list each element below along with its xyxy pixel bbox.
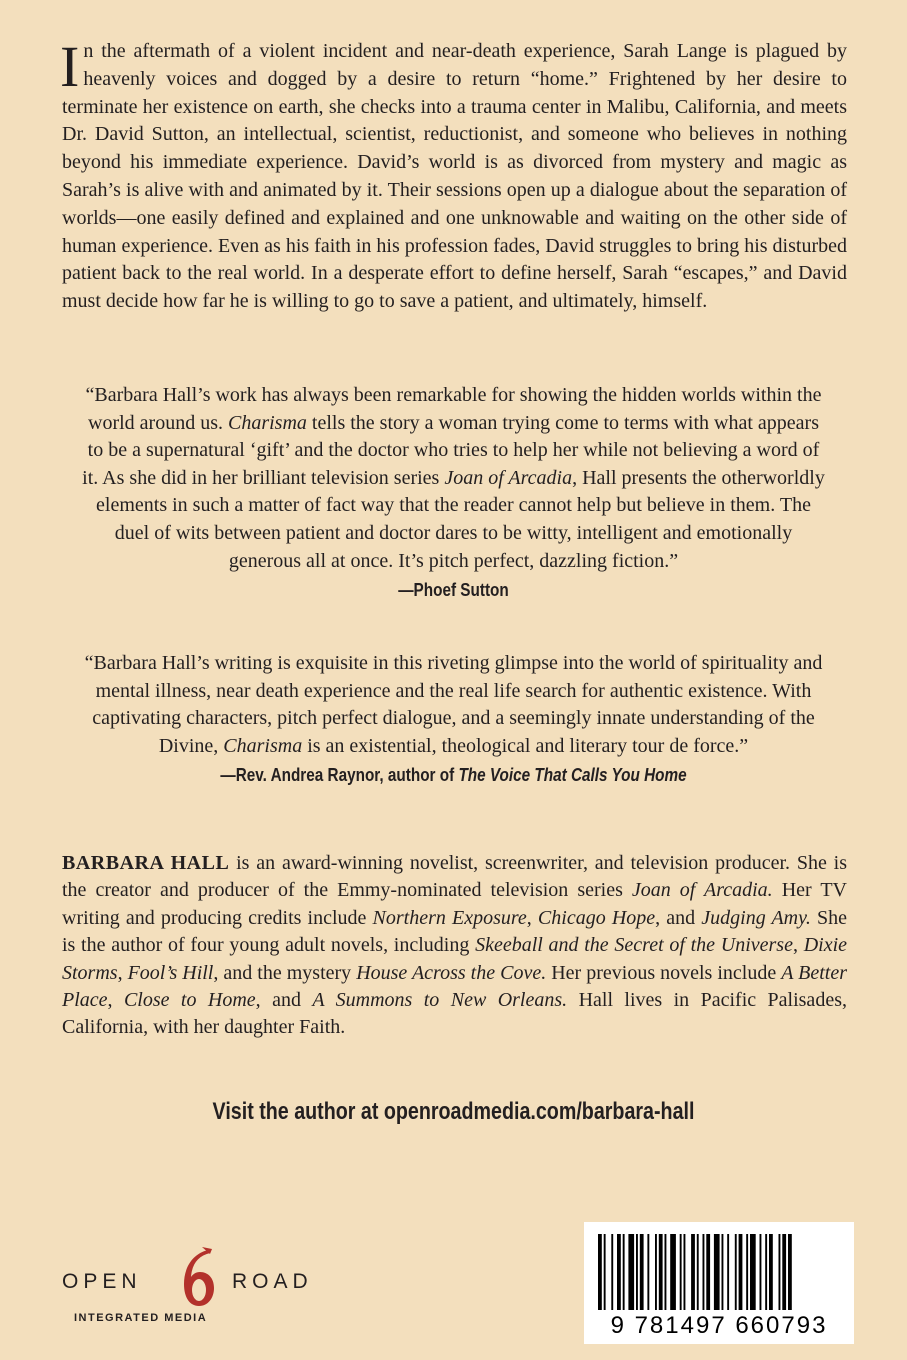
bio-text: , and	[255, 989, 313, 1012]
bio-text: Hall lives in Pacific Palisades, California, with her daughter Faith.	[62, 989, 847, 1039]
barcode-bar	[735, 1234, 737, 1310]
bio-text: ,	[792, 934, 804, 957]
barcode-bars	[598, 1234, 840, 1310]
barcode-bar	[714, 1234, 720, 1310]
barcode-bar	[765, 1234, 767, 1310]
barcode-bar	[760, 1234, 762, 1310]
drop-cap: I	[60, 34, 80, 99]
barcode-bar	[611, 1234, 613, 1310]
bio-title: Fool’s Hill	[127, 961, 214, 984]
barcode-bar	[691, 1234, 695, 1310]
barcode-bar	[628, 1234, 634, 1310]
attribution-book-title: The Voice That Calls You Home	[458, 765, 687, 786]
barcode-bar	[598, 1234, 602, 1310]
barcode-bar	[636, 1234, 638, 1310]
publisher-word-open: OPEN	[62, 1270, 142, 1293]
quote-attribution: —Phoef Sutton	[398, 580, 509, 601]
quote-attribution	[136, 760, 771, 790]
series-title: Joan of Arcadia	[444, 466, 573, 489]
review-quote-2	[80, 650, 827, 790]
description-blurb	[60, 34, 847, 316]
attribution-name: —Rev. Andrea Raynor, author of	[220, 765, 459, 786]
book-title: Charisma	[223, 734, 303, 757]
bio-title: Close to Home	[123, 989, 256, 1012]
barcode-bar	[647, 1234, 649, 1310]
barcode-bar	[750, 1234, 756, 1310]
barcode-bar	[670, 1234, 676, 1310]
barcode	[584, 1222, 854, 1344]
bio-text: ,	[107, 989, 124, 1012]
bio-text: , and	[655, 906, 702, 929]
publisher-word-road: ROAD	[232, 1270, 313, 1293]
quote-text: is an existential, theological and literary tour de force.”	[302, 734, 749, 757]
bio-title: House Across the Cove.	[356, 961, 547, 984]
quote-text: “Barbara Hall’s work has always been remarkable for showing the hidden worlds within the world around us.	[85, 384, 822, 434]
bio-title: A Summons to New Orleans.	[312, 989, 568, 1012]
bio-title: Chicago Hope	[537, 906, 656, 929]
barcode-bar	[697, 1234, 699, 1310]
bio-text: , and the mystery	[213, 961, 357, 984]
barcode-bar	[782, 1234, 786, 1310]
quote-text: “Barbara Hall’s writing is exquisite in this riveting glimpse into the world of spirituality and mental illness, near death experience and the real life search for authentic existence. With captivating characters, pitch perfect dialogue, and a seemingly innate understanding of the Divine,	[84, 652, 823, 757]
barcode-bar	[722, 1234, 724, 1310]
barcode-bar	[703, 1234, 705, 1310]
bio-title: Judging Amy.	[701, 906, 811, 929]
review-quote-1	[80, 382, 827, 605]
barcode-bar	[617, 1234, 621, 1310]
barcode-bar	[623, 1234, 625, 1310]
open-road-emblem-icon	[178, 1246, 220, 1310]
barcode-bar	[739, 1234, 743, 1310]
barcode-bar	[680, 1234, 682, 1310]
barcode-bar	[746, 1234, 748, 1310]
bio-title: Joan of Arcadia.	[631, 879, 773, 902]
barcode-bar	[779, 1234, 781, 1310]
isbn-number: 9 781497 660793	[610, 1312, 828, 1339]
bio-title: Northern Exposure	[372, 906, 527, 929]
bio-text: Her TV writing and producing credits include	[62, 879, 848, 929]
barcode-bar	[655, 1234, 657, 1310]
publisher-logo	[62, 1246, 322, 1326]
barcode-bar	[684, 1234, 686, 1310]
blurb-text: n the aftermath of a violent incident and near-death experience, Sarah Lange is plagued by heavenly voices and dogged by a desire to return “home.” Frightened by her desire to terminate her existence on earth, she checks into a trauma center in Malibu, California, and meets Dr. David Sutton, an intellectual, scientist, reductionist, and someone who believes in nothing beyond his immediate experience. David’s world is as divorced from mystery and magic as Sarah’s is alive with and animated by it. Their sessions open up a dialogue about the separation of worlds—one easily defined and explained and one unknowable and waiting on the other side of human experience. Even as his faith in his profession fades, David struggles to bring his disturbed patient back to the real world. In a desperate effort to define herself, Sarah “escapes,” and David must decide how far he is willing to go to save a patient, and ultimately, himself.	[62, 40, 847, 313]
author-name: BARBARA HALL	[62, 852, 230, 874]
quote-text: tells the story a woman trying come to terms with what appears to be a supernatural ‘gift’ and the doctor who tries to help her while not believing a word of it. As she did in her brilliant television series	[82, 411, 820, 489]
bio-title: A Better Place	[62, 961, 847, 1012]
barcode-bar	[727, 1234, 729, 1310]
book-title: Charisma	[227, 411, 307, 434]
bio-text: ,	[526, 906, 538, 929]
barcode-bar	[788, 1234, 792, 1310]
publisher-subtitle: INTEGRATED MEDIA	[74, 1312, 208, 1324]
author-website-link[interactable]: Visit the author at openroadmedia.com/barbara-hall	[212, 1098, 695, 1125]
bio-title: Skeeball and the Secret of the Universe	[475, 934, 793, 957]
barcode-bar	[769, 1234, 773, 1310]
quote-text: , Hall presents the otherworldly elements in such a matter of fact way that the reader cannot help but believe in them. The duel of wits between patient and doctor dares to be witty, intelligent and emotionally generous all at once. It’s pitch perfect, dazzling fiction.”	[96, 466, 825, 572]
bio-text: She is the author of four young adult novels, including	[62, 906, 848, 957]
barcode-bar	[604, 1234, 606, 1310]
barcode-bar	[665, 1234, 667, 1310]
bio-title: Dixie Storms	[62, 934, 847, 984]
bio-text: Her previous novels include	[546, 961, 782, 984]
author-bio	[62, 850, 847, 1042]
bio-text: is an award-winning novelist, screenwriter, and television producer. She is the creator and producer of the Emmy-nominated television series	[62, 852, 847, 902]
barcode-bar	[640, 1234, 644, 1310]
barcode-bar	[706, 1234, 710, 1310]
bio-text: ,	[117, 961, 128, 984]
barcode-bar	[659, 1234, 663, 1310]
